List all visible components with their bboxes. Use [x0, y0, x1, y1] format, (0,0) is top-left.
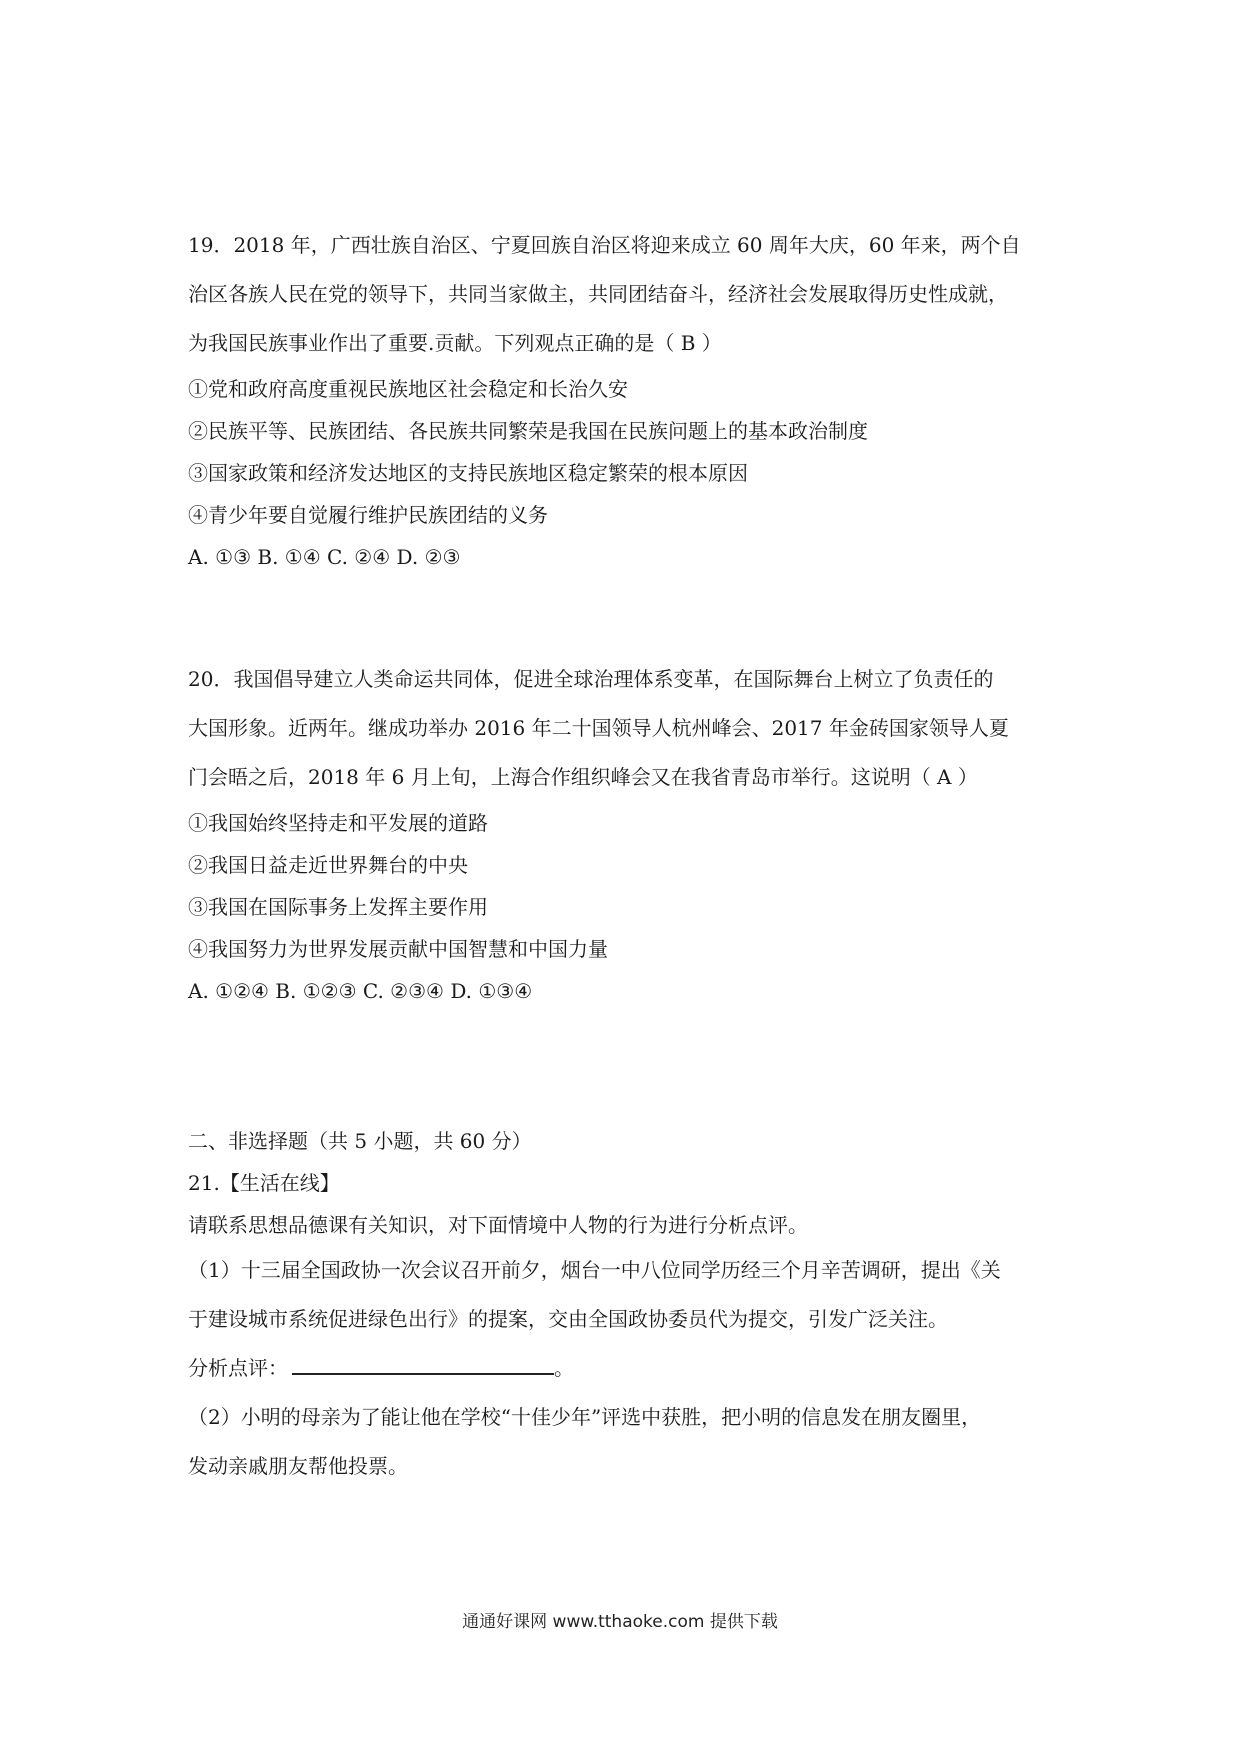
question-21-part1-line-1: （1）十三届全国政协一次会议召开前夕，烟台一中八位同学历经三个月辛苦调研，提出《关: [188, 1258, 1001, 1282]
question-19-line-3: 为我国民族事业作出了重要.贡献。下列观点正确的是（ B ）: [188, 331, 722, 355]
page-footer: 通通好课网 www.tthaoke.com 提供下载: [462, 1612, 778, 1632]
question-20-option-3: ③我国在国际事务上发挥主要作用: [188, 895, 488, 919]
question-20-line-1: 20．我国倡导建立人类命运共同体，促进全球治理体系变革，在国际舞台上树立了负责任的: [188, 667, 994, 691]
question-20-line-2: 大国形象。近两年。继成功举办 2016 年二十国领导人杭州峰会、2017 年金砖国家领导人夏: [188, 716, 1009, 740]
question-19-line-1: 19．2018 年，广西壮族自治区、宁夏回族自治区将迎来成立 60 周年大庆，60 年来，两个自: [188, 233, 1021, 257]
question-19-option-3: ③国家政策和经济发达地区的支持民族地区稳定繁荣的根本原因: [188, 461, 748, 485]
question-20-line-3: 门会晤之后，2018 年 6 月上旬，上海合作组织峰会又在我省青岛市举行。这说明（ A ）: [188, 765, 978, 789]
analysis-line: [188, 1344, 1068, 1393]
question-21-instruction: 请联系思想品德课有关知识，对下面情境中人物的行为进行分析点评。: [188, 1213, 808, 1237]
question-21-title: 21.【生活在线】: [188, 1171, 340, 1195]
question-19-line-2: 治区各族人民在党的领导下，共同当家做主，共同团结奋斗，经济社会发展取得历史性成就，: [188, 282, 1008, 306]
question-19-option-4: ④青少年要自觉履行维护民族团结的义务: [188, 503, 548, 527]
answer-blank[interactable]: [292, 1353, 554, 1375]
question-20: [188, 655, 1068, 1012]
question-21-part1-line-2: 于建设城市系统促进绿色出行》的提案，交由全国政协委员代为提交，引发广泛关注。: [188, 1307, 948, 1331]
question-20-option-1: ①我国始终坚持走和平发展的道路: [188, 811, 488, 835]
question-20-option-4: ④我国努力为世界发展贡献中国智慧和中国力量: [188, 937, 608, 961]
question-20-option-2: ②我国日益走近世界舞台的中央: [188, 853, 468, 877]
question-19-choices: A. ①③ B. ①④ C. ②④ D. ②③: [188, 545, 461, 569]
question-19-option-2: ②民族平等、民族团结、各民族共同繁荣是我国在民族问题上的基本政治制度: [188, 419, 868, 443]
question-21-part2-line-2: 发动亲戚朋友帮他投票。: [188, 1454, 408, 1478]
question-19: [188, 221, 1068, 578]
question-20-choices: A. ①②④ B. ①②③ C. ②③④ D. ①③④: [188, 979, 533, 1003]
question-21-part2-line-1: （2）小明的母亲为了能让他在学校“十佳少年”评选中获胜，把小明的信息发在朋友圈里，: [188, 1405, 982, 1429]
section-heading: 二、非选择题（共 5 小题，共 60 分）: [188, 1129, 532, 1153]
section-non-choice: [188, 1120, 1068, 1491]
analysis-label: 分析点评：: [188, 1356, 288, 1380]
analysis-end: 。: [554, 1356, 574, 1380]
question-19-option-1: ①党和政府高度重视民族地区社会稳定和长治久安: [188, 377, 628, 401]
